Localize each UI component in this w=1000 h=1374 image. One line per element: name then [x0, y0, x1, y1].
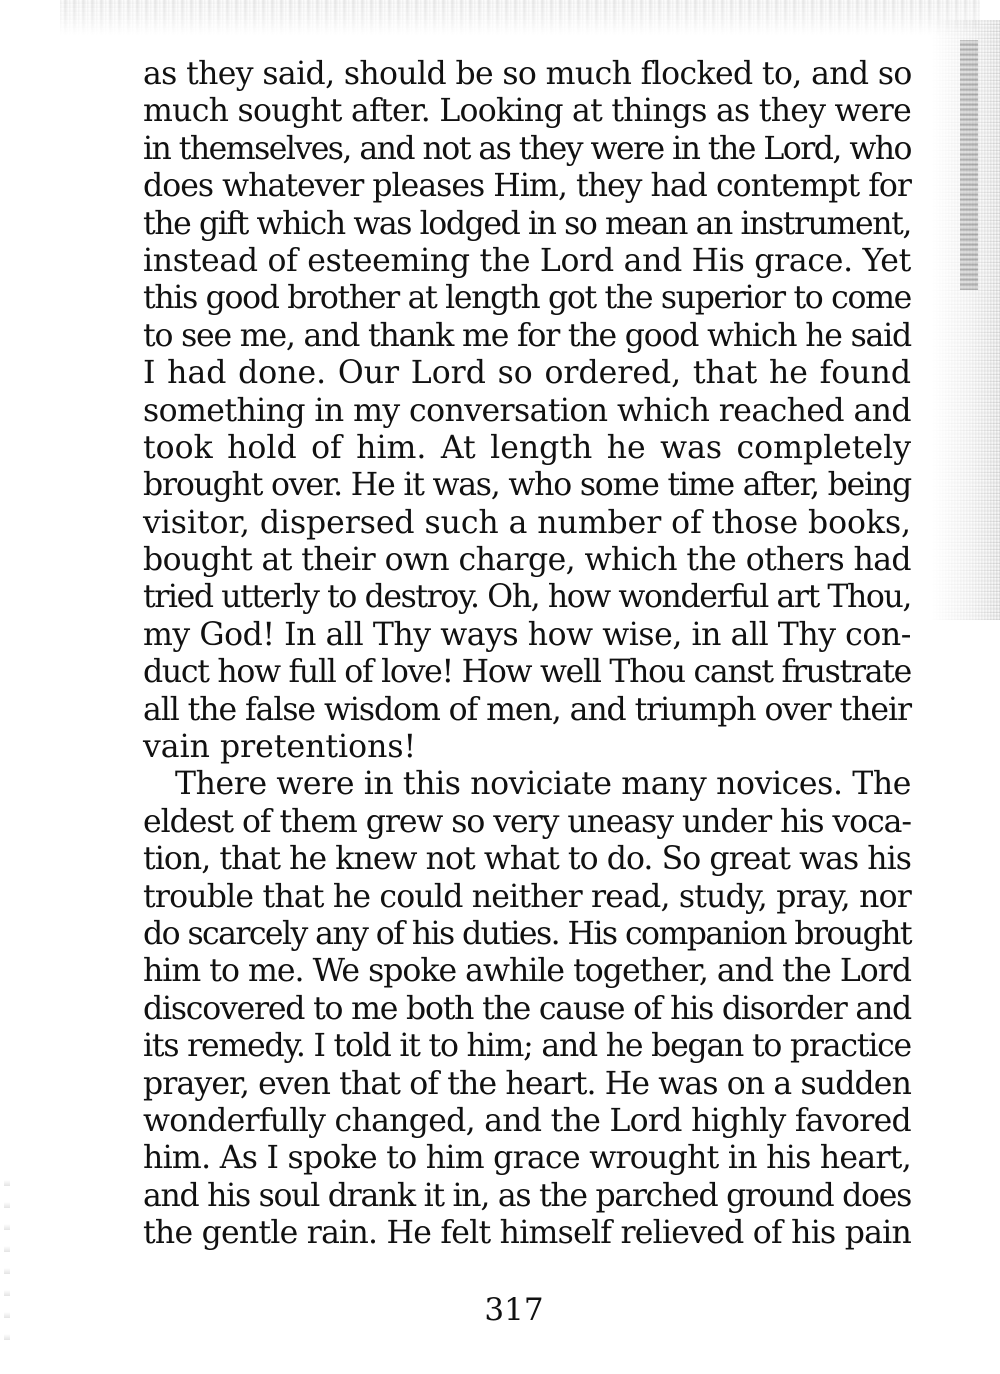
- text-line: vain pretentions!: [143, 729, 417, 766]
- text-line: bought at their own charge, which the others had: [143, 542, 911, 579]
- text-line: all the false wisdom of men, and triumph over their: [143, 691, 911, 728]
- scan-noise-right-edge: [960, 40, 978, 290]
- text-line: this good brother at length got the superior to come: [143, 280, 911, 317]
- body-text: [143, 56, 911, 1253]
- text-line: the gift which was lodged in so mean an instrument,: [143, 205, 911, 242]
- text-line: brought over. He it was, who some time after, being: [143, 467, 911, 504]
- text-line: my God! In all Thy ways how wise, in all Thy con-: [143, 616, 911, 653]
- text-line: duct how full of love! How well Thou canst frustrate: [143, 654, 911, 691]
- text-line: as they said, should be so much flocked to, and so: [143, 56, 912, 92]
- text-line: wonderfully changed, and the Lord highly favored: [143, 1102, 911, 1139]
- text-line: tion, that he knew not what to do. So great was his: [143, 841, 911, 878]
- text-line: trouble that he could neither read, study, pray, nor: [143, 878, 911, 915]
- text-line: I had done. Our Lord so ordered, that he found: [143, 355, 911, 392]
- text-line: him to me. We spoke awhile together, and the Lord: [143, 953, 911, 990]
- text-line: the gentle rain. He felt himself relieved of his pain: [143, 1215, 911, 1252]
- text-line: took hold of him. At length he was completely: [143, 429, 911, 466]
- text-line: to see me, and thank me for the good which he said: [143, 317, 911, 354]
- text-line: There were in this noviciate many novices. The: [175, 766, 911, 803]
- scan-noise-top: [60, 0, 980, 36]
- text-line: much sought after. Looking at things as they were: [143, 93, 911, 130]
- paragraph-1: [143, 56, 911, 766]
- text-line: its remedy. I told it to him; and he began to practice: [143, 1028, 911, 1065]
- text-line: something in my conversation which reached and: [143, 392, 911, 429]
- text-line: eldest of them grew so very uneasy under his voca-: [143, 803, 911, 840]
- text-line: do scarcely any of his duties. His companion brought: [143, 915, 911, 952]
- text-line: instead of esteeming the Lord and His grace. Yet: [143, 242, 911, 279]
- text-line: visitor, dispersed such a number of those books,: [143, 504, 911, 541]
- text-line: does whatever pleases Him, they had contempt for: [143, 168, 911, 205]
- text-line: and his soul drank it in, as the parched ground does: [143, 1177, 911, 1214]
- text-line: him. As I spoke to him grace wrought in his heart,: [143, 1140, 911, 1177]
- text-line: tried utterly to destroy. Oh, how wonderful art Thou,: [143, 579, 911, 616]
- page-number: 317: [484, 1292, 544, 1328]
- text-line: discovered to me both the cause of his disorder and: [143, 990, 911, 1027]
- text-line: in themselves, and not as they were in the Lord, who: [143, 130, 911, 167]
- paragraph-2: [143, 766, 911, 1252]
- text-line: prayer, even that of the heart. He was on a sudden: [143, 1065, 911, 1102]
